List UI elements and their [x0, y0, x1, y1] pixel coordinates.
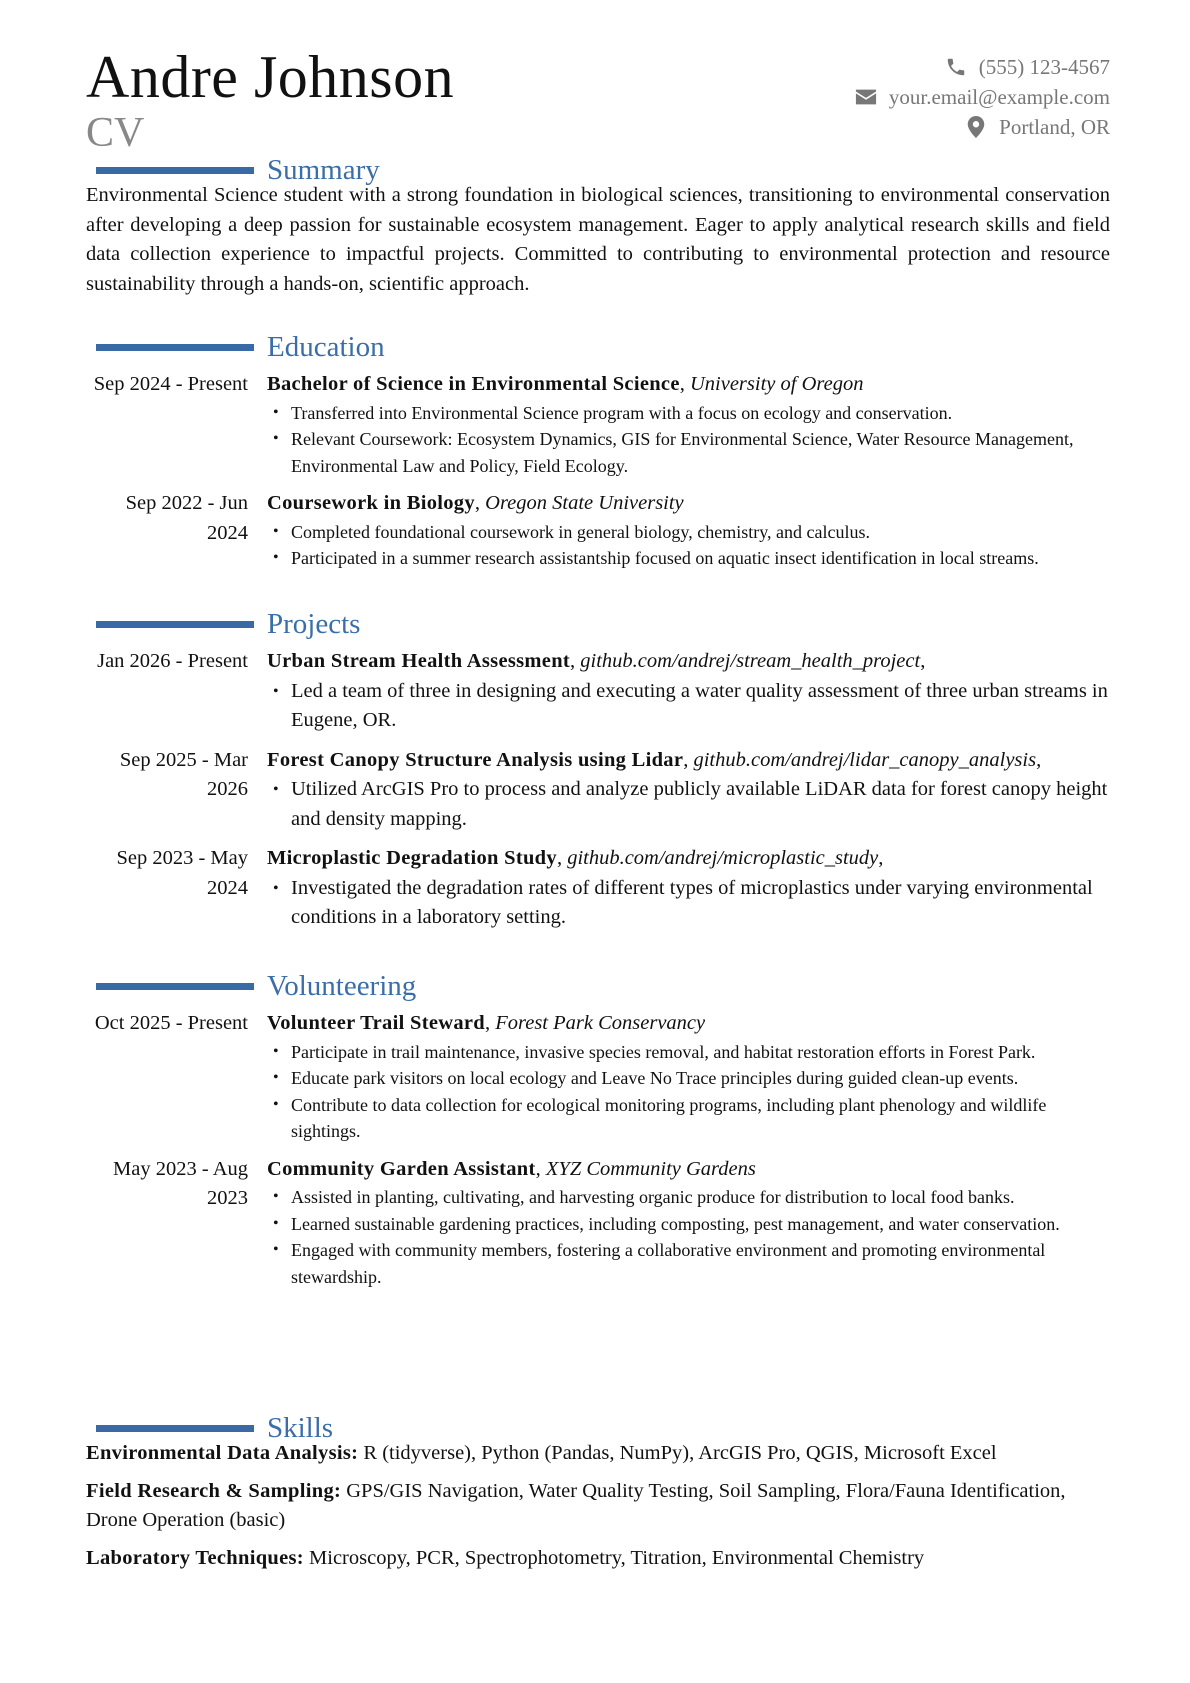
education-entry: Sep 2022 - Jun 2024 Coursework in Biology, Oregon State University • Completed foundational coursework in general biology, chemistry, and calculus. • Participated in a summer research assistantship focused on aquatic insect identification in local streams.	[86, 489, 1110, 572]
section-bar	[96, 344, 254, 351]
entry-date: Sep 2024 - Present	[93, 373, 248, 395]
project-entry: Sep 2023 - May 2024 Microplastic Degradation Study, github.com/andrej/microplastic_study, • Investigated the degradation rates of different types of microplastics under varying environmental conditions in a laboratory setting.	[86, 844, 1110, 933]
project-link[interactable]: github.com/andrej/microplastic_study	[567, 847, 879, 869]
list-item: • Assisted in planting, cultivating, and harvesting organic produce for distribution to local food banks.	[291, 1184, 1110, 1211]
section-bar	[96, 983, 254, 990]
section-bar	[96, 621, 254, 628]
summary-heading: Summary	[267, 154, 380, 186]
education-section	[86, 330, 1110, 582]
entry-date: Jan 2026 - Present	[97, 650, 248, 672]
summary-text: Environmental Science student with a strong foundation in biological sciences, transitioning to environmental conservation after developing a deep passion for sustainable ecosystem management. Eager to apply analytical research skills and field data collection experience to impactful projects. Committed to contributing to environmental protection and resource sustainability through a hands-on, scientific approach.	[86, 184, 1110, 295]
list-item: • Led a team of three in designing and executing a water quality assessment of three urban streams in Eugene, OR.	[291, 677, 1110, 736]
volunteering-entry: Oct 2025 - Present Volunteer Trail Steward, Forest Park Conservancy • Participate in trail maintenance, invasive species removal, and habitat restoration efforts in Forest Park. • Educate park visitors on local ecology and Leave No Trace principles during guided clean-up events. • Contribute to data collection for ecological monitoring programs, including plant phenology and wildlife sightings.	[86, 1009, 1110, 1145]
skill-value: Microscopy, PCR, Spectrophotometry, Titration, Environmental Chemistry	[309, 1546, 925, 1569]
entry-date: Sep 2025 - Mar 2026	[119, 748, 248, 800]
candidate-name: Andre Johnson	[86, 44, 455, 110]
volunteering-heading: Volunteering	[267, 970, 417, 1002]
document-subtitle: CV	[86, 110, 145, 156]
entry-title: Volunteer Trail Steward	[267, 1012, 485, 1034]
entry-title: Microplastic Degradation Study	[267, 847, 557, 869]
skills-section	[86, 1411, 1110, 1581]
education-entry: Sep 2024 - Present Bachelor of Science in Environmental Science, University of Oregon • Transferred into Environmental Science program with a focus on ecology and conservation. • Relevant Coursework: Ecosystem Dynamics, GIS for Environmental Science, Water Resource Management, Environmental Law and Policy, Field Ecology.	[86, 370, 1110, 479]
skill-value: R (tidyverse), Python (Pandas, NumPy), ArcGIS Pro, QGIS, Microsoft Excel	[363, 1442, 997, 1464]
entry-org: Forest Park Conservancy	[495, 1012, 706, 1034]
section-bar	[96, 167, 254, 174]
summary-section	[86, 153, 1110, 299]
list-item: • Investigated the degradation rates of different types of microplastics under varying environmental conditions in a laboratory setting.	[291, 874, 1110, 933]
project-link[interactable]: github.com/andrej/stream_health_project	[580, 650, 921, 672]
project-entry: Jan 2026 - Present Urban Stream Health Assessment, github.com/andrej/stream_health_project, • Led a team of three in designing and executing a water quality assessment of three urban streams in Eugene, OR.	[86, 647, 1110, 736]
entry-title: Coursework in Biology	[267, 492, 475, 514]
skill-value: GPS/GIS Navigation, Water Quality Testing, Soil Sampling, Flora/Fauna Identification, Drone Operation (basic)	[86, 1479, 1066, 1531]
contact-location: Portland, OR	[999, 115, 1110, 139]
list-item: • Utilized ArcGIS Pro to process and analyze publicly available LiDAR data for forest canopy height and density mapping.	[291, 775, 1110, 834]
volunteering-section	[86, 969, 1110, 1300]
projects-heading: Projects	[267, 608, 361, 640]
entry-title: Community Garden Assistant	[267, 1157, 536, 1180]
list-item: • Relevant Coursework: Ecosystem Dynamics, GIS for Environmental Science, Water Resource Management, Environmental Law and Policy, Field Ecology.	[291, 426, 1110, 479]
list-item: • Learned sustainable gardening practices, including composting, pest management, and water conservation.	[291, 1211, 1110, 1238]
list-item: • Transferred into Environmental Science program with a focus on ecology and conservation.	[291, 400, 1110, 427]
education-heading: Education	[267, 331, 385, 363]
skill-label: Field Research & Sampling:	[86, 1479, 342, 1502]
list-item: • Completed foundational coursework in general biology, chemistry, and calculus.	[291, 519, 1110, 546]
entry-date: Oct 2025 - Present	[94, 1012, 248, 1034]
skill-label: Laboratory Techniques:	[86, 1546, 304, 1569]
skills-heading: Skills	[267, 1412, 334, 1444]
list-item: • Participated in a summer research assistantship focused on aquatic insect identification in local streams.	[291, 545, 1110, 572]
entry-org: University of Oregon	[689, 373, 864, 395]
project-link[interactable]: github.com/andrej/lidar_canopy_analysis	[693, 748, 1037, 771]
volunteering-entry: May 2023 - Aug 2023 Community Garden Assistant, XYZ Community Gardens • Assisted in planting, cultivating, and harvesting organic produce for distribution to local food banks. • Learned sustainable gardening practices, including composting, pest management, and water conservation. • Engaged with community members, fostering a collaborative environment and promoting environmental stewardship.	[86, 1155, 1110, 1291]
contact-block	[853, 52, 1110, 142]
contact-phone[interactable]: (555) 123-4567	[978, 55, 1110, 79]
phone-icon	[943, 56, 969, 78]
contact-phone-row	[853, 52, 1110, 82]
entry-org: Oregon State University	[485, 492, 684, 514]
contact-email-row	[853, 82, 1110, 112]
entry-date: Sep 2023 - May 2024	[116, 847, 248, 899]
list-item: • Participate in trail maintenance, invasive species removal, and habitat restoration efforts in Forest Park.	[291, 1039, 1110, 1066]
envelope-icon	[853, 88, 879, 106]
project-entry: Sep 2025 - Mar 2026 Forest Canopy Structure Analysis using Lidar, github.com/andrej/lidar_canopy_analysis, • Utilized ArcGIS Pro to process and analyze publicly available LiDAR data for forest canopy height and density mapping.	[86, 746, 1110, 835]
projects-section	[86, 607, 1110, 943]
entry-org: XYZ Community Gardens	[545, 1157, 756, 1180]
list-item: • Engaged with community members, fostering a collaborative environment and promoting environmental stewardship.	[291, 1237, 1110, 1290]
entry-date: Sep 2022 - Jun 2024	[125, 492, 248, 544]
contact-location-row	[853, 112, 1110, 142]
contact-email[interactable]: your.email@example.com	[888, 85, 1110, 109]
skill-label: Environmental Data Analysis:	[86, 1442, 359, 1464]
entry-title: Forest Canopy Structure Analysis using Lidar	[267, 748, 684, 771]
section-bar	[96, 1425, 254, 1432]
skill-row	[86, 1477, 1110, 1536]
entry-title: Bachelor of Science in Environmental Science	[267, 373, 680, 395]
entry-title: Urban Stream Health Assessment	[267, 650, 571, 672]
list-item: • Contribute to data collection for ecological monitoring programs, including plant phenology and wildlife sightings.	[291, 1092, 1110, 1145]
skill-row	[86, 1544, 1110, 1574]
map-pin-icon	[963, 116, 989, 138]
list-item: • Educate park visitors on local ecology and Leave No Trace principles during guided clean-up events.	[291, 1065, 1110, 1092]
entry-date: May 2023 - Aug 2023	[113, 1157, 248, 1209]
